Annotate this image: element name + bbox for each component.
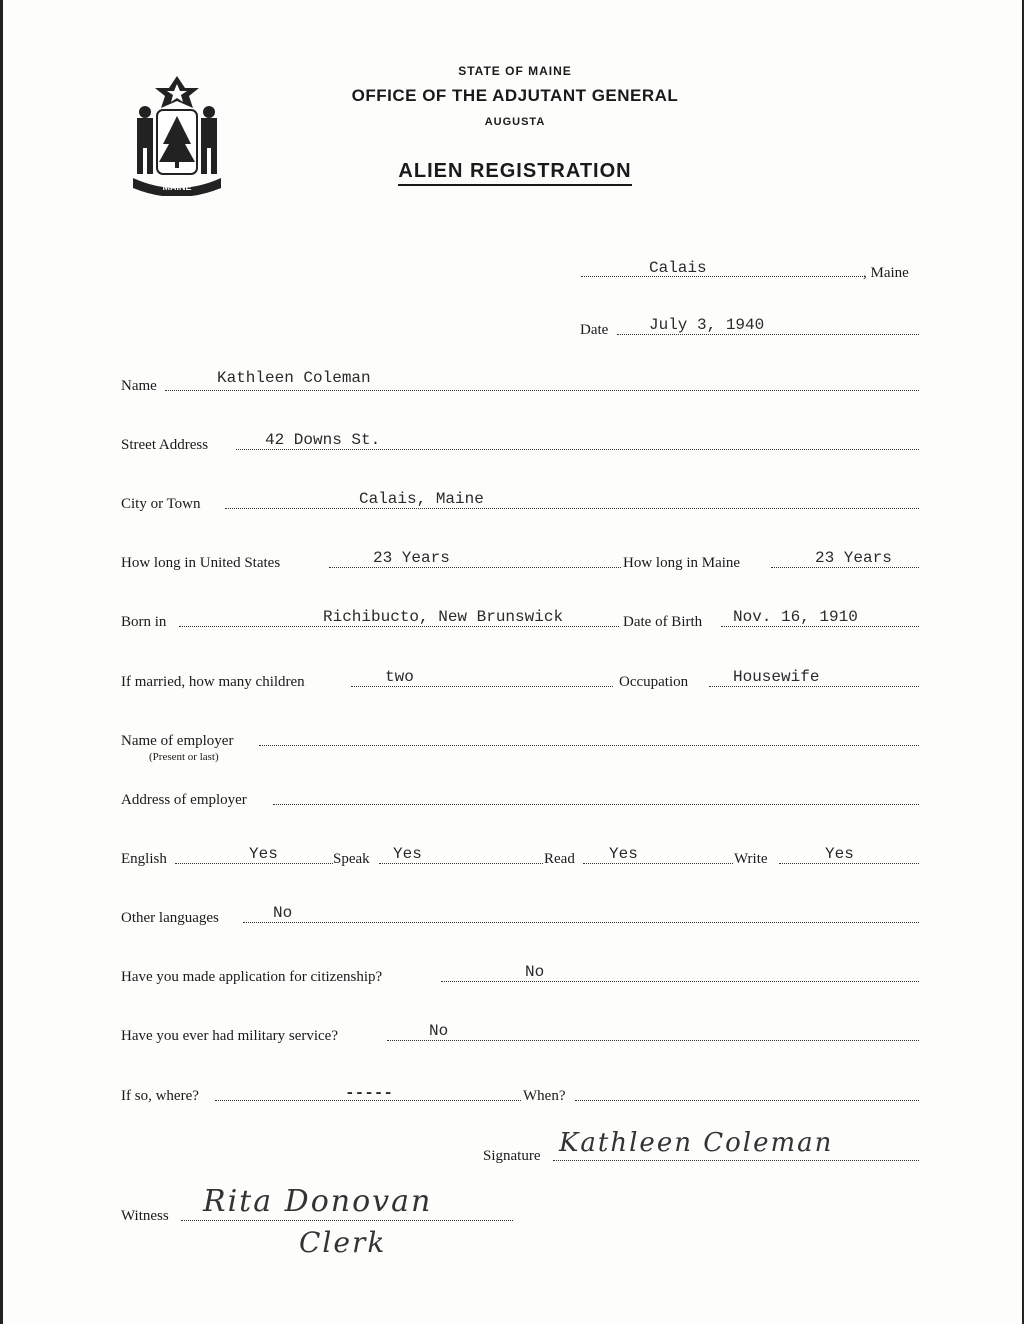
place-line bbox=[581, 276, 863, 277]
children-label: If married, how many children bbox=[121, 674, 305, 690]
citizenship-value: No bbox=[525, 963, 545, 981]
city-line bbox=[225, 508, 919, 509]
place-suffix: , Maine bbox=[863, 265, 909, 281]
speak-label: Speak bbox=[333, 851, 370, 867]
occupation-value: Housewife bbox=[733, 668, 820, 686]
occupation-label: Occupation bbox=[619, 674, 689, 690]
military-value: No bbox=[429, 1022, 449, 1040]
witness-label: Witness bbox=[121, 1208, 169, 1224]
speak-line bbox=[379, 863, 543, 864]
dob-line bbox=[721, 626, 919, 627]
children-line bbox=[351, 686, 613, 687]
military-line bbox=[387, 1040, 919, 1041]
citizenship-line bbox=[441, 981, 919, 982]
header-state: STATE OF MAINE bbox=[458, 64, 572, 78]
signature-label: Signature bbox=[483, 1148, 541, 1164]
date-value: July 3, 1940 bbox=[649, 316, 765, 334]
maine-duration-line bbox=[771, 567, 919, 568]
signature-line bbox=[553, 1160, 919, 1161]
read-value: Yes bbox=[609, 845, 638, 863]
maine-duration-label: How long in Maine bbox=[623, 555, 741, 571]
city-label: City or Town bbox=[121, 496, 201, 512]
date-label: Date bbox=[580, 322, 609, 338]
employer-name-label: Name of employer bbox=[121, 733, 234, 749]
header-city: AUGUSTA bbox=[484, 116, 546, 128]
english-line bbox=[175, 863, 333, 864]
speak-value: Yes bbox=[393, 845, 422, 863]
citizenship-label: Have you made application for citizenship? bbox=[121, 969, 383, 985]
when-line bbox=[575, 1100, 919, 1101]
other-languages-value: No bbox=[273, 904, 293, 922]
employer-address-label: Address of employer bbox=[121, 792, 247, 808]
us-duration-label: How long in United States bbox=[121, 555, 281, 571]
name-label: Name bbox=[121, 378, 157, 394]
street-line bbox=[236, 449, 919, 450]
witness-title: Clerk bbox=[299, 1226, 387, 1259]
employer-address-line bbox=[273, 804, 919, 805]
maine-duration-value: 23 Years bbox=[815, 549, 892, 567]
signature-value: Kathleen Coleman bbox=[559, 1128, 834, 1158]
witness-line bbox=[181, 1220, 513, 1221]
english-value: Yes bbox=[249, 845, 278, 863]
where-value: ----- bbox=[345, 1084, 394, 1102]
employer-name-line bbox=[259, 745, 919, 746]
where-label: If so, where? bbox=[121, 1088, 199, 1104]
write-value: Yes bbox=[825, 845, 854, 863]
witness-signature: Rita Donovan bbox=[203, 1184, 433, 1219]
employer-name-sublabel: (Present or last) bbox=[149, 751, 219, 763]
military-label: Have you ever had military service? bbox=[121, 1028, 338, 1044]
children-value: two bbox=[385, 668, 414, 686]
us-duration-line bbox=[329, 567, 621, 568]
street-value: 42 Downs St. bbox=[265, 431, 381, 449]
when-label: When? bbox=[523, 1088, 566, 1104]
name-line bbox=[165, 390, 919, 391]
header-office: OFFICE OF THE ADJUTANT GENERAL bbox=[351, 86, 679, 105]
name-value: Kathleen Coleman bbox=[217, 369, 371, 387]
dob-value: Nov. 16, 1910 bbox=[733, 608, 858, 626]
write-label: Write bbox=[734, 851, 768, 867]
date-line bbox=[617, 334, 919, 335]
form-title: ALIEN REGISTRATION bbox=[3, 160, 1024, 183]
city-value: Calais, Maine bbox=[359, 490, 484, 508]
write-line bbox=[779, 863, 919, 864]
street-label: Street Address bbox=[121, 437, 209, 453]
born-in-line bbox=[179, 626, 619, 627]
other-languages-label: Other languages bbox=[121, 910, 219, 926]
place-value: Calais bbox=[649, 259, 707, 277]
dob-label: Date of Birth bbox=[623, 614, 703, 630]
born-in-label: Born in bbox=[121, 614, 167, 630]
english-label: English bbox=[121, 851, 167, 867]
occupation-line bbox=[709, 686, 919, 687]
us-duration-value: 23 Years bbox=[373, 549, 450, 567]
born-in-value: Richibucto, New Brunswick bbox=[323, 608, 564, 626]
read-label: Read bbox=[544, 851, 575, 867]
other-languages-line bbox=[243, 922, 919, 923]
read-line bbox=[583, 863, 733, 864]
svg-text:MAINE: MAINE bbox=[162, 182, 192, 192]
